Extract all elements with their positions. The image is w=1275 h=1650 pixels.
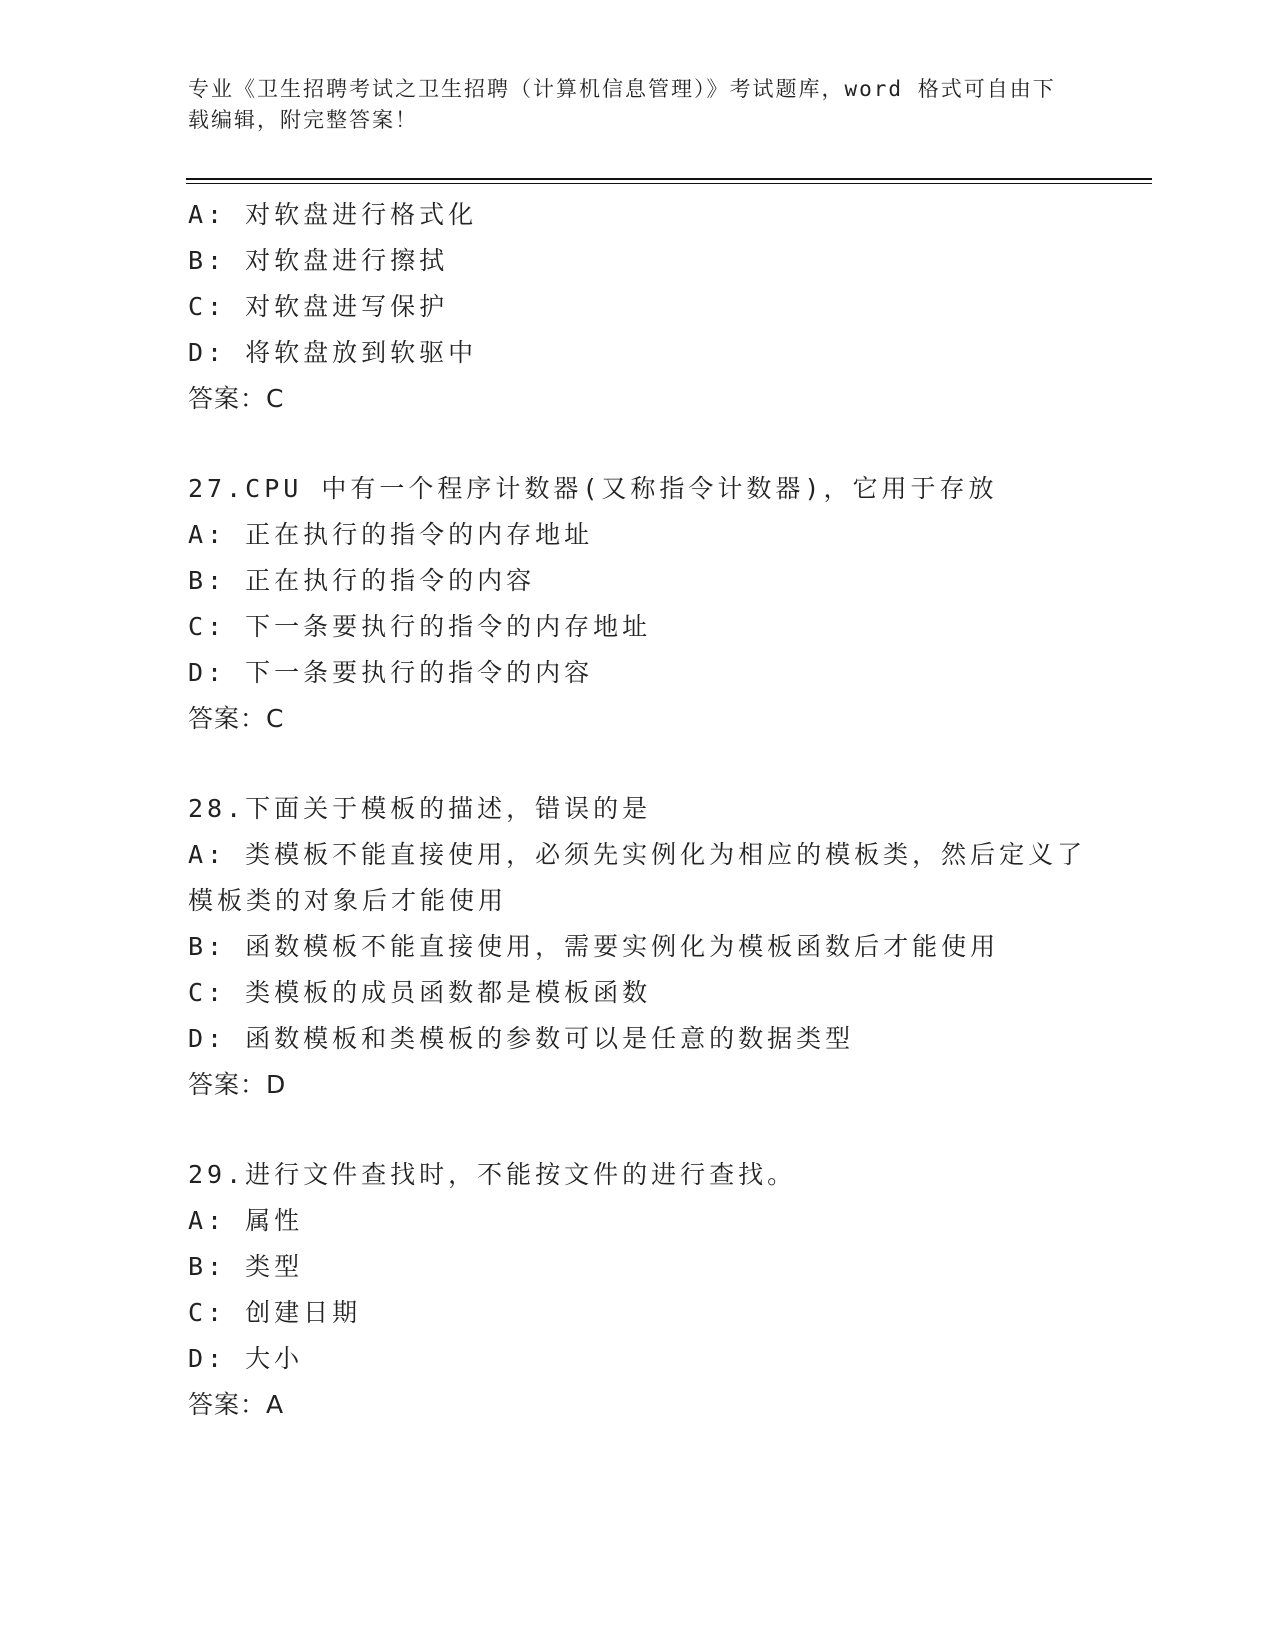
question-block [188, 1152, 1148, 1428]
option-a: A: 对软盘进行格式化 [188, 200, 478, 229]
option-a: A: 类模板不能直接使用，必须先实例化为相应的模板类，然后定义了模板类的对象后才能使用 [188, 840, 1087, 915]
document-header: 专业《卫生招聘考试之卫生招聘（计算机信息管理）》考试题库，word 格式可自由下载编辑，附完整答案！ [188, 77, 1056, 132]
answer: 答案：A [188, 1390, 285, 1419]
option-b: B: 正在执行的指令的内容 [188, 566, 536, 595]
header-divider [186, 178, 1152, 180]
question-stem: 28.下面关于模板的描述，错误的是 [188, 794, 652, 823]
question-block [188, 786, 1148, 1108]
option-c: C: 类模板的成员函数都是模板函数 [188, 978, 652, 1007]
option-d: D: 大小 [188, 1344, 304, 1373]
option-d: D: 将软盘放到软驱中 [188, 338, 478, 367]
option-a: A: 正在执行的指令的内存地址 [188, 520, 594, 549]
question-stem: 27.CPU 中有一个程序计数器(又称指令计数器)，它用于存放 [188, 474, 998, 503]
answer: 答案：D [188, 1070, 287, 1099]
header-divider-thin [186, 183, 1152, 184]
option-b: B: 类型 [188, 1252, 304, 1281]
option-c: C: 对软盘进写保护 [188, 292, 449, 321]
answer: 答案：C [188, 384, 285, 413]
option-d: D: 函数模板和类模板的参数可以是任意的数据类型 [188, 1024, 855, 1053]
option-d: D: 下一条要执行的指令的内容 [188, 658, 594, 687]
option-b: B: 函数模板不能直接使用，需要实例化为模板函数后才能使用 [188, 932, 1000, 961]
option-a: A: 属性 [188, 1206, 304, 1235]
answer: 答案：C [188, 704, 285, 733]
question-list [188, 192, 1148, 1428]
question-block [188, 466, 1148, 742]
option-c: C: 创建日期 [188, 1298, 362, 1327]
question-stem: 29.进行文件查找时，不能按文件的进行查找。 [188, 1160, 797, 1189]
option-b: B: 对软盘进行擦拭 [188, 246, 449, 275]
option-c: C: 下一条要执行的指令的内存地址 [188, 612, 652, 641]
question-block [188, 192, 1148, 422]
